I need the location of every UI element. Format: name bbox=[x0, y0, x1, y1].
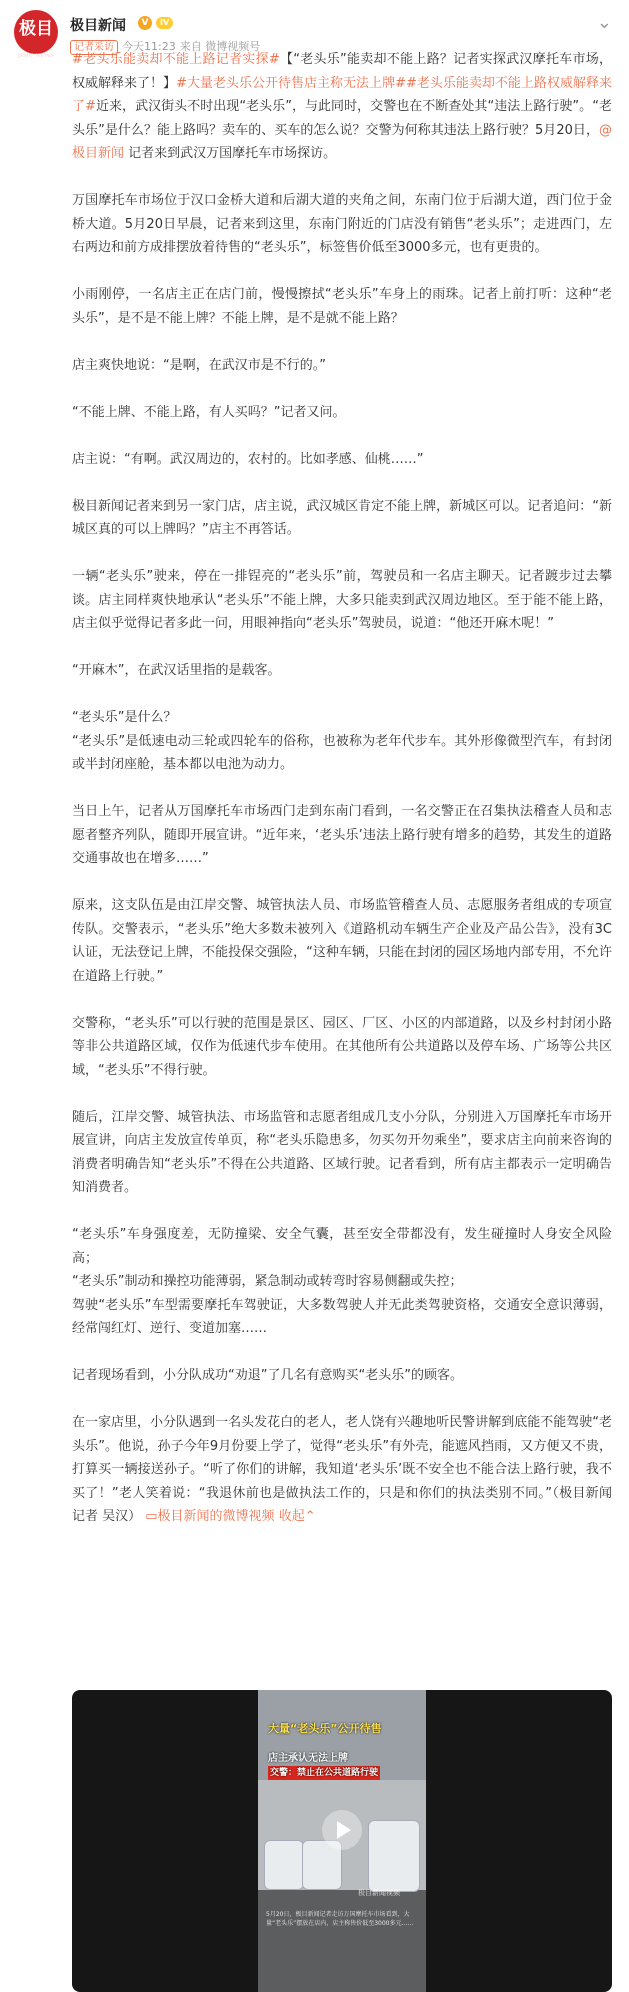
paragraph: 记者现场看到，小分队成功“劝退”了几名有意购买“老头乐”的顾客。 bbox=[72, 1368, 463, 1383]
paragraph: 随后，江岸交警、城管执法、市场监管和志愿者组成几支小分队，分别进入万国摩托车市场开展宣讲，向店主发放宣传单页，称“老头乐隐患多，勿买勿开勿乘坐”，要求店主向前来咨询的消费者明确告知“老头乐”不得在公共道路、区域行驶。记者看到，所有店主都表示一定明确告知消费者。 bbox=[72, 1109, 612, 1195]
hashtag-link[interactable]: #老头乐能卖却不能上路权威解释来了# bbox=[72, 75, 612, 114]
post-content bbox=[72, 48, 612, 1552]
post-time: 今天11:23 bbox=[122, 40, 176, 53]
paragraph-intro bbox=[72, 48, 612, 166]
video-subtitle: 5月20日，极目新闻记者走访万国摩托车市场看到，大量“老头乐”摆放在店内，店主称售价低至3000多元…… bbox=[266, 1911, 414, 1927]
text-run: 【“老头乐”能卖却不能上路？记者实探武汉摩托车市场，权威解释来了！】 bbox=[72, 52, 612, 91]
video-caption-sub bbox=[268, 1752, 418, 1780]
paragraph: 店主爽快地说：“是啊，在武汉市是不行的。” bbox=[72, 357, 326, 373]
paragraph: 原来，这支队伍是由江岸交警、城管执法人员、市场监管稽查人员、志愿服务者组成的专项宣传队。交警表示，“老头乐”绝大多数未被列入《道路机动车辆生产企业及产品公告》，没有3C认证，无法登记上牌，不能投保交强险，“这种车辆，只能在封闭的园区场地内部专用，不允许在道路上行驶。” bbox=[72, 898, 612, 984]
inline-link[interactable]: 收起 bbox=[274, 1509, 305, 1524]
paragraph: 当日上午，记者从万国摩托车市场西门走到东南门看到，一名交警正在召集执法稽查人员和志愿者整齐列队，随即开展宣讲。“近年来，‘老头乐’违法上路行驶有增多的趋势，其发生的道路交通事故也在增多……” bbox=[72, 804, 612, 866]
text-run: 记者来到武汉万国摩托车市场探访。 bbox=[124, 146, 337, 161]
video-watermark: 极目新闻视频 bbox=[358, 1889, 400, 1897]
inline-link[interactable]: @极目新闻 bbox=[72, 122, 612, 161]
video-caption-highlight: 交警：禁止在公共道路行驶 bbox=[270, 1768, 379, 1778]
author-name[interactable]: 极目新闻 bbox=[70, 18, 126, 34]
paragraph-closing bbox=[72, 1411, 612, 1529]
hashtag-link[interactable]: #大量老头乐公开待售店主称无法上牌# bbox=[176, 75, 406, 91]
play-icon bbox=[337, 1821, 351, 1839]
hashtag-link[interactable]: #老头乐能卖却不能上路记者实探# bbox=[72, 52, 280, 67]
more-options-icon[interactable]: ⌄ bbox=[596, 12, 612, 33]
text-run: 近来，武汉街头不时出现“老头乐”，与此同时，交警也在不断查处其“违法上路行驶”。“老头乐”是什么？能上路吗？卖车的、买车的怎么说？交警为何称其违法上路行驶？5月20日， bbox=[72, 99, 612, 138]
play-button[interactable] bbox=[322, 1810, 362, 1850]
video-caption-headline: 大量“老头乐”公开待售 bbox=[268, 1722, 382, 1735]
paragraph: 万国摩托车市场位于汉口金桥大道和后湖大道的夹角之间，东南门位于后湖大道，西门位于金桥大道。5月20日早晨，记者来到这里，东南门附近的门店没有销售“老头乐”；走进西门，左右两边和前方成排摆放着待售的“老头乐”，标签售价低至3000多元，也有更贵的。 bbox=[72, 193, 612, 255]
video-caption-line: 店主承认无法上牌 bbox=[268, 1753, 348, 1764]
inline-link[interactable]: ⌃ bbox=[304, 1509, 316, 1524]
video-player[interactable] bbox=[72, 1690, 612, 1992]
video-scene-vehicle bbox=[368, 1820, 420, 1892]
paragraph: 极目新闻记者来到另一家门店，店主说，武汉城区肯定不能上牌，新城区可以。记者追问：“新城区真的可以上牌吗？”店主不再答话。 bbox=[72, 498, 612, 537]
paragraph: “不能上牌、不能上路，有人买吗？”记者又问。 bbox=[72, 404, 346, 420]
author-avatar[interactable] bbox=[14, 10, 58, 59]
paragraph: 交警称，“老头乐”可以行驶的范围是景区、园区、厂区、小区的内部道路，以及乡村封闭小路等非公共道路区域，仅作为低速代步车使用。在其他所有公共道路以及停车场、广场等公共区域，“老头乐”不得行驶。 bbox=[72, 1015, 612, 1078]
paragraph: “老头乐”车身强度差，无防撞梁、安全气囊，甚至安全带都没有，发生碰撞时人身安全风险高； bbox=[72, 1227, 612, 1266]
paragraph: “老头乐”制动和操控功能薄弱，紧急制动或转弯时容易侧翻或失控； bbox=[72, 1274, 463, 1289]
level-badge: IV bbox=[156, 17, 173, 29]
post-source[interactable]: 来自 微博视频号 bbox=[179, 40, 261, 53]
avatar-logo-text: 极目 bbox=[19, 19, 53, 39]
text-run: 在一家店里，小分队遇到一名头发花白的老人，老人饶有兴趣地听民警讲解到底能不能驾驶“老头乐”。他说，孙子今年9月份要上学了，觉得“老头乐”有外壳，能遮风挡雨，又方便又不贵，打算买一辆接送孙子。“听了你们的讲解，我知道‘老头乐’既不安全也不能合法上路行驶，我不买了！”老人笑着说：“我退休前也是做执法工作的，只是和你们的执法类别不同。”（极目新闻记者 吴汉） bbox=[72, 1415, 612, 1524]
video-thumbnail[interactable] bbox=[258, 1690, 426, 1992]
video-scene-ground bbox=[258, 1890, 426, 1992]
paragraph: 驾驶“老头乐”车型需要摩托车驾驶证，大多数驾驶人并无此类驾驶资格，交通安全意识薄弱，经常闯红灯、逆行、变道加塞…… bbox=[72, 1297, 612, 1336]
avatar-logo-subtext: JIMU NEWS bbox=[17, 53, 55, 59]
post-tag[interactable]: 记者采访 bbox=[70, 40, 118, 55]
paragraph: “老头乐”是什么？ bbox=[72, 710, 177, 725]
paragraph: “开麻木”，在武汉话里指的是载客。 bbox=[72, 663, 281, 678]
paragraph: 店主说：“有啊。武汉周边的，农村的。比如孝感、仙桃……” bbox=[72, 451, 424, 467]
inline-link[interactable]: ▭极目新闻的微博视频 bbox=[141, 1509, 275, 1524]
paragraph: 一辆“老头乐”驶来，停在一排锃亮的“老头乐”前，驾驶员和一名店主聊天。记者踱步过去攀谈。店主同样爽快地承认“老头乐”不能上牌，大多只能卖到武汉周边地区。至于能不能上路，店主似乎觉得记者多此一问，用眼神指向“老头乐”驾驶员，说道：“他还开麻木呢！” bbox=[72, 569, 612, 631]
video-scene-vehicle bbox=[264, 1840, 304, 1890]
paragraph: “老头乐”是低速电动三轮或四轮车的俗称，也被称为老年代步车。其外形像微型汽车，有封闭或半封闭座舱，基本都以电池为动力。 bbox=[72, 733, 612, 772]
paragraph: 小雨刚停，一名店主正在店门前，慢慢擦拭“老头乐”车身上的雨珠。记者上前打听：这种“老头乐”，是不是不能上牌？不能上牌，是不是就不能上路？ bbox=[72, 287, 612, 326]
verified-icon: V bbox=[138, 16, 152, 30]
